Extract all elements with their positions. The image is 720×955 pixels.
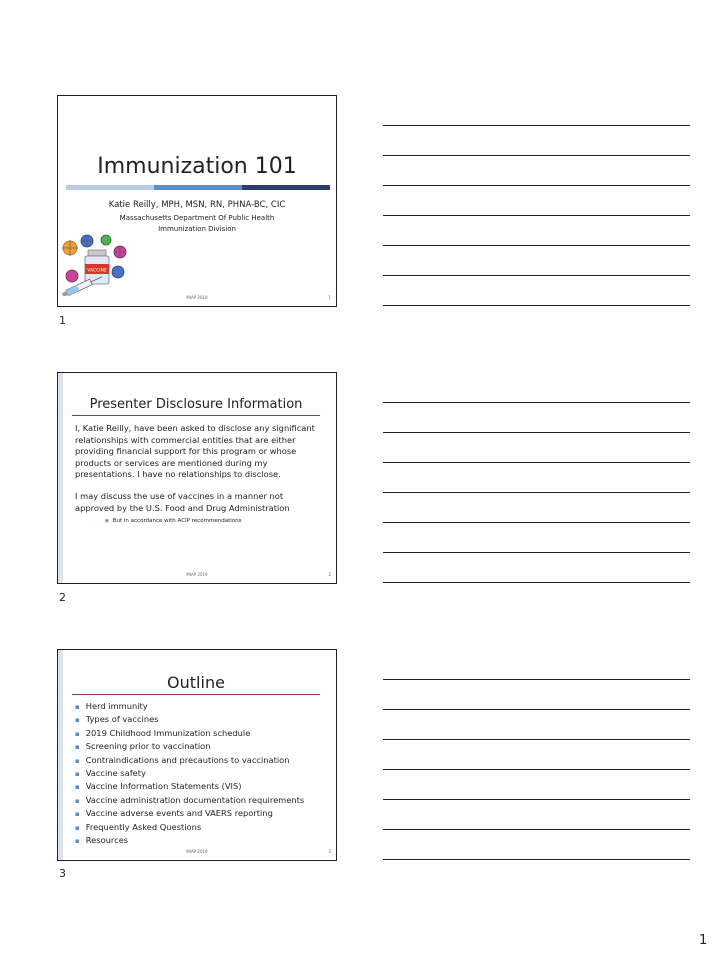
notes-line — [383, 215, 690, 216]
bullet-icon: ▪ — [75, 823, 80, 832]
notes-line — [383, 275, 690, 276]
list-item: ▪ Vaccine Information Statements (VIS) — [75, 781, 242, 792]
slide-index-3: 3 — [59, 867, 66, 880]
list-item: ▪ Contraindications and precautions to vaccination — [75, 754, 290, 765]
bullet-icon: ▪ — [75, 703, 80, 711]
slide-index-1: 1 — [59, 314, 66, 327]
notes-line — [383, 125, 690, 126]
list-item: ▪ Vaccine administration documentation requirements — [75, 794, 305, 805]
bullet-icon: ▪ — [75, 796, 80, 805]
slide-footer: MIAP 2019 — [186, 295, 208, 300]
slide-index-2: 2 — [59, 591, 66, 604]
outline-list — [75, 700, 304, 847]
notes-line — [383, 492, 690, 493]
bullet-icon: ▪ — [75, 729, 80, 738]
slide-left-band — [58, 373, 63, 583]
notes-line — [383, 739, 690, 740]
list-item: ▪ Screening prior to vaccination — [75, 741, 211, 752]
list-item: ▪ Resources — [75, 835, 129, 846]
bullet-icon: ▪ — [75, 837, 80, 846]
list-item: ▪ Herd immunity — [75, 701, 148, 711]
slide-3 — [57, 649, 337, 861]
slide-1 — [57, 95, 337, 307]
bullet-icon: ▪ — [75, 770, 80, 779]
slide-footer: MIAP 2019 — [186, 572, 208, 577]
slide-title: Immunization 101 — [97, 154, 297, 179]
slide-left-band — [58, 650, 63, 860]
notes-line — [383, 185, 690, 186]
notes-line — [383, 829, 690, 830]
notes-line — [383, 769, 690, 770]
slide-title: Outline — [167, 673, 225, 692]
notes-line — [383, 582, 690, 583]
notes-line — [383, 462, 690, 463]
notes-line — [383, 679, 690, 680]
slide-number: 3 — [328, 849, 331, 854]
list-item: ▪ 2019 Childhood Immunization schedule — [75, 727, 251, 738]
bullet-icon: ▪ — [75, 743, 80, 752]
slide-footer: MIAP 2019 — [186, 849, 208, 854]
bullet-icon: ▪ — [75, 756, 80, 765]
page-number: 1 — [699, 933, 708, 948]
bullet-icon: ▪ — [105, 518, 109, 525]
bullet-icon: ▪ — [75, 810, 80, 819]
bullet-icon: ▪ — [75, 783, 80, 792]
title-bar-segment-2 — [154, 185, 242, 190]
notes-line — [383, 155, 690, 156]
slide-number: 1 — [328, 295, 331, 300]
notes-line — [383, 245, 690, 246]
sub-bullet: ▪ But in accordance with ACIP recommendations — [105, 518, 242, 525]
notes-line — [383, 522, 690, 523]
list-item: ▪ Vaccine adverse events and VAERS reporting — [75, 808, 273, 819]
slide-body — [75, 423, 324, 528]
organization-line-2: Immunization Division — [158, 225, 236, 233]
disclosure-paragraph: I, Katie Reilly, have been asked to disclose any significant relationships with commercial entities that are either providing financial support for this program or whose products or services are mentioned during my presentations. I have no relationships to disclose. — [75, 423, 315, 480]
notes-line — [383, 552, 690, 553]
title-bar-segment-1 — [66, 185, 154, 190]
notes-line — [383, 709, 690, 710]
vaccine-clipart-icon — [60, 232, 130, 296]
fda-paragraph: I may discuss the use of vaccines in a manner not approved by the U.S. Food and Drug Administration — [75, 490, 290, 513]
title-rule — [72, 415, 320, 416]
notes-line — [383, 432, 690, 433]
notes-line — [383, 402, 690, 403]
list-item: ▪ Frequently Asked Questions — [75, 821, 202, 832]
title-bar-segment-3 — [242, 185, 330, 190]
slide-title: Presenter Disclosure Information — [89, 397, 303, 412]
organization-line-1: Massachusetts Department Of Public Health — [119, 214, 275, 222]
slide-2 — [57, 372, 337, 584]
author-line: Katie Reilly, MPH, MSN, RN, PHNA-BC, CIC — [108, 200, 286, 210]
notes-line — [383, 799, 690, 800]
svg-text:VACCINE: VACCINE — [87, 268, 107, 274]
slide-number: 2 — [328, 572, 331, 577]
title-rule — [72, 694, 320, 695]
bullet-icon: ▪ — [75, 716, 80, 725]
notes-line — [383, 859, 690, 860]
list-item: ▪ Vaccine safety — [75, 768, 146, 779]
list-item: ▪ Types of vaccines — [75, 714, 159, 725]
notes-line — [383, 305, 690, 306]
